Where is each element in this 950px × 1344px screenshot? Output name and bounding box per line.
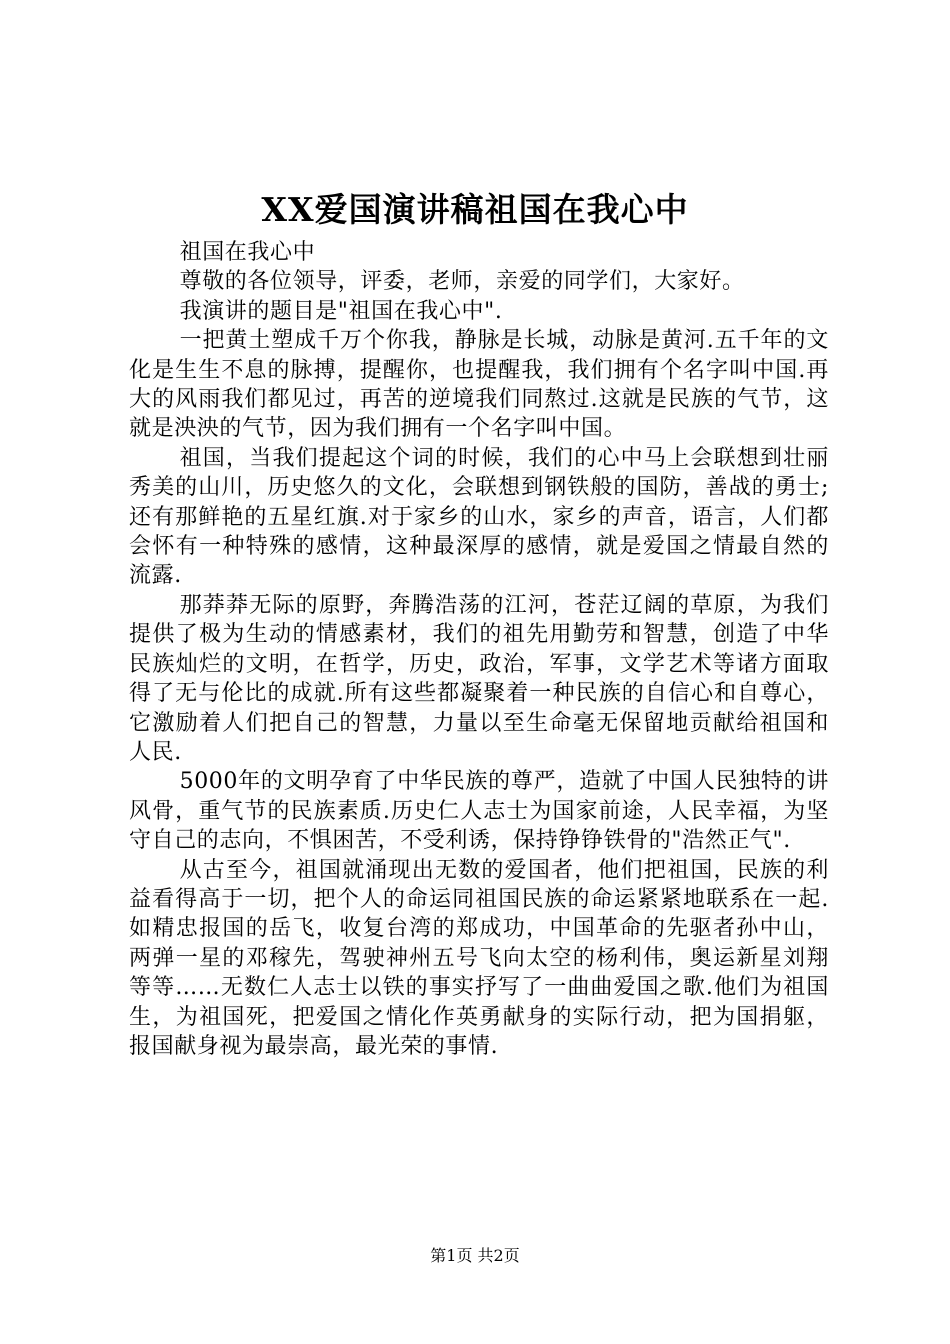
paragraph: 5000年的文明孕育了中华民族的尊严，造就了中国人民独特的讲风骨，重气节的民族素质.历史仁人志士为国家前途，人民幸福，为坚守自己的志向，不惧困苦，不受利诱，保持铮铮铁骨的"浩然正气". [129, 769, 829, 854]
paragraph: 祖国，当我们提起这个词的时候，我们的心中马上会联想到壮丽秀美的山川，历史悠久的文化，会联想到钢铁般的国防，善战的勇士;还有那鲜艳的五星红旗.对于家乡的山水，家乡的声音，语言，人们都会怀有一种特殊的感情，这种最深厚的感情，就是爱国之情最自然的流露. [129, 445, 829, 589]
paragraph-heading: 祖国在我心中 [179, 240, 316, 265]
document-title: XX爱国演讲稿祖国在我心中 [261, 190, 689, 229]
paragraph-topic: 我演讲的题目是"祖国在我心中". [179, 298, 503, 324]
page-number: 第1页 共2页 [430, 1246, 520, 1265]
paragraph-greeting: 尊敬的各位领导，评委，老师，亲爱的同学们，大家好。 [179, 269, 745, 295]
document-body [129, 238, 829, 1061]
paragraph: 一把黄土塑成千万个你我，静脉是长城，动脉是黄河.五千年的文化是生生不息的脉搏，提醒你，也提醒我，我们拥有个名字叫中国.再大的风雨我们都见过，再苦的逆境我们同熬过.这就是民族的气节，这就是泱泱的气节，因为我们拥有一个名字叫中国。 [129, 328, 829, 442]
paragraph: 那莽莽无际的原野，奔腾浩荡的江河，苍茫辽阔的草原，为我们提供了极为生动的情感素材，我们的祖先用勤劳和智慧，创造了中华民族灿烂的文明，在哲学，历史，政治，军事，文学艺术等诸方面取得了无与伦比的成就.所有这些都凝聚着一种民族的自信心和自尊心，它激励着人们把自己的智慧，力量以至生命毫无保留地贡献给祖国和人民. [129, 592, 829, 765]
paragraph: 从古至今，祖国就涌现出无数的爱国者，他们把祖国，民族的利益看得高于一切，把个人的命运同祖国民族的命运紧紧地联系在一起.如精忠报国的岳飞，收复台湾的郑成功，中国革命的先驱者孙中山，两弹一星的邓稼先，驾驶神州五号飞向太空的杨利伟，奥运新星刘翔等等……无数仁人志士以铁的事实抒写了一曲曲爱国之歌.他们为祖国生，为祖国死，把爱国之情化作英勇献身的实际行动，把为国捐躯，报国献身视为最崇高，最光荣的事情. [129, 857, 829, 1059]
